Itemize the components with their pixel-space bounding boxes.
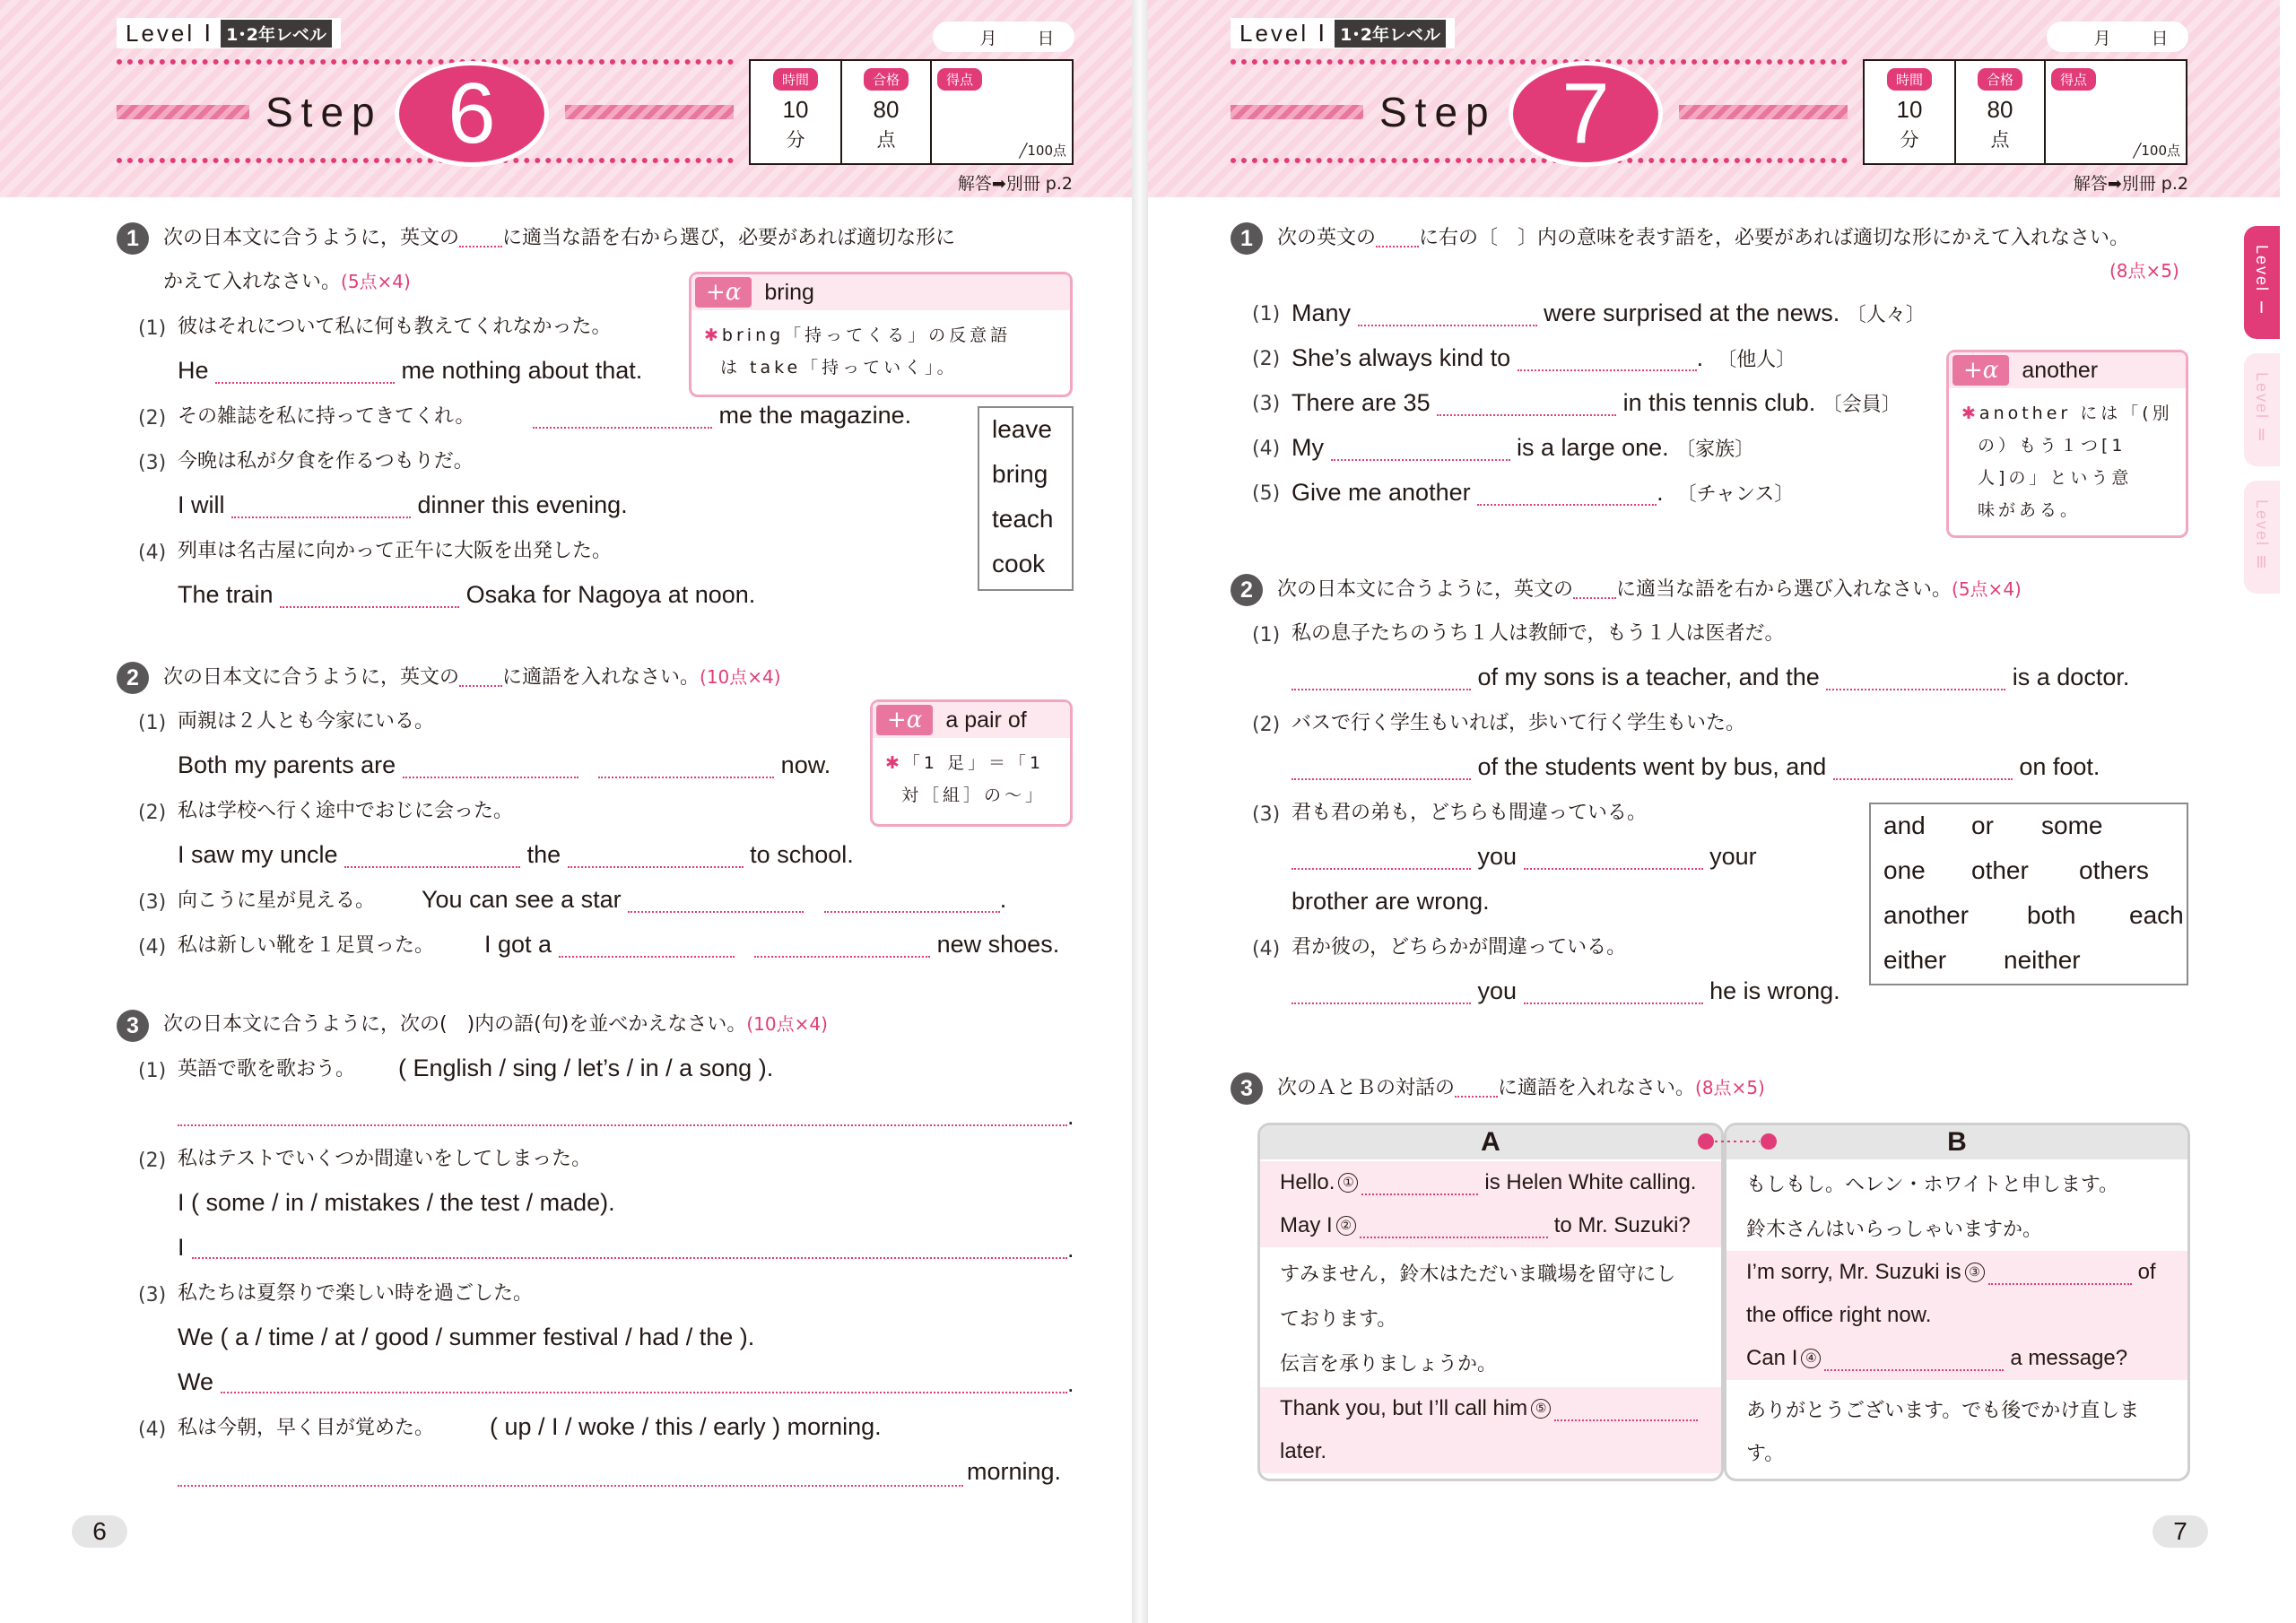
instruction: 次の日本文に合うように，英文の に適当な語を右から選び，必要があれば適切な形に [163,227,956,249]
answer-blank[interactable] [1554,1396,1698,1421]
japanese-sentence: 私は今朝，早く目が覚めた。 [178,1417,435,1439]
answer-line[interactable] [178,1485,963,1487]
tip-box: +α a pair of ✱「1 足」＝「1 対［組］の～」 [870,699,1073,827]
answer-blank[interactable] [598,753,774,778]
answer-blank[interactable] [1518,346,1697,371]
deco-dash [1231,59,1848,65]
answer-blank[interactable] [533,404,712,429]
word-option: leave [992,415,1052,443]
japanese-sentence: 列車は名古屋に向かって正午に大阪を出発した。 [178,540,613,562]
item-number: (2) [1252,348,1281,370]
answer-blank[interactable] [1826,665,2005,690]
japanese-sentence: 英語で歌を歌おう。 [178,1058,356,1081]
tip-box: +α bring ✱bring「持ってくる」の反意語 は take「持っていく」。 [689,272,1073,397]
english-sentence: Both my parents are now. [178,751,831,778]
dialogue-line: Hello. ① is Helen White calling. [1260,1161,1721,1204]
instruction: 次の日本文に合うように，英文の に適語を入れなさい。(10点×4) [163,666,781,689]
tip-box: +α another ✱another には「(別 の）もう１つ[1 人]の」という意 味がある。 [1946,350,2188,538]
item-number: (4) [138,1419,167,1441]
item-number: (2) [138,407,167,430]
japanese-sentence: 私たちは夏祭りで楽しい時を過ごした。 [178,1282,534,1305]
dialogue-line: もしもし。ヘレン・ホワイトと申します。 [1746,1173,2119,1196]
answer-blank[interactable] [1358,301,1537,326]
answer-blank[interactable] [215,359,395,384]
item-number: (3) [138,891,167,914]
english-sentence: of my sons is a teacher, and the is a doctor. [1292,665,2129,690]
japanese-sentence: 両親は２人とも今家にいる。 [178,710,435,733]
pass-cell: 合格 80 点 [842,61,932,163]
item-number: (3) [138,1284,167,1306]
step-number: 6 [395,61,549,167]
question-number: 3 [1231,1072,1263,1105]
tab-level-3[interactable]: Level Ⅲ [2244,481,2280,594]
english-sentence: I will dinner this evening. [178,491,628,518]
plus-alpha-badge: +α [695,277,752,308]
score-box [749,59,1074,165]
date-field[interactable]: 月 日 [933,22,1074,52]
level-label: Level Ⅰ 1･2年レベル [117,18,341,48]
item-number: (1) [138,317,167,340]
japanese-sentence: その雑誌を私に持ってきてくれ。 [178,405,475,428]
english-sentence: of the students went by bus, and on foot. [1292,755,2100,780]
answer-blank[interactable] [1824,1346,2004,1371]
tab-level-1[interactable]: Level Ⅰ [2244,226,2280,339]
english-sentence: He me nothing about that. [178,357,643,384]
answer-blank[interactable] [280,583,459,608]
item-number: (2) [138,1150,167,1172]
word-option: teach [992,505,1054,533]
page-number: 6 [72,1515,127,1548]
answer-blank[interactable] [824,888,1000,913]
japanese-sentence: 私はテストでいくつか間違いをしてしまった。 [178,1148,592,1170]
word-option: bring [992,460,1048,488]
japanese-sentence: 私は学校へ行く途中でおじに会った。 [178,800,514,822]
answer-blank[interactable] [403,753,578,778]
japanese-sentence: 君も君の弟も，どちらも間違っている。 [1292,802,1648,824]
level-label: Level Ⅰ 1･2年レベル [1231,18,1455,48]
instruction: かえて入れなさい。(5点×4) [163,271,411,293]
word-bank [1869,803,2188,985]
word-option: others [2079,856,2149,884]
word-list: ( up / I / woke / this / early ) morning. [490,1413,882,1440]
tab-level-2[interactable]: Level Ⅱ [2244,353,2280,466]
item-number: (3) [1252,393,1281,415]
english-sentence: I saw my uncle the to school. [178,841,854,868]
dialogue-box [1257,1123,2190,1481]
word-bank [978,406,1074,591]
answer-blank[interactable] [1360,1213,1548,1238]
speaker-b-label: B [1726,1125,2187,1159]
japanese-sentence: 私の息子たちのうち１人は教師で，もう１人は医者だ。 [1292,622,1785,645]
answer-blank[interactable] [1292,755,1471,780]
question-number: 1 [1231,222,1263,255]
item-number: (1) [138,712,167,734]
page-number: 7 [2152,1515,2208,1548]
word-option: other [1971,856,2029,884]
answer-blank[interactable] [1292,845,1471,870]
instruction: 次の日本文に合うように，次の( )内の語(句)を並べかえなさい。(10点×4) [163,1013,828,1036]
japanese-sentence: 私は新しい靴を１足買った。 [178,934,435,957]
english-sentence: Give me another . 〔チャンス〕 [1292,479,1795,506]
plus-alpha-badge: +α [1952,355,2009,386]
left-page: Level Ⅰ 1･2年レベル 月 日 Step 6 時間 10 分 合格 80 点 得点 ╱100点 解答➡別冊 p.2 1 次の日本文に合うように，英文の に適当な語を右から選び，必要があれば適切な形に かえて入れなさい。(5点×4) (1) 彼はそれについて私に何も教えてくれなかった。 He me nothing about that. (2) その雑誌を私に持ってきてくれ。 me the magazine. (3) 今晩は私が夕食を作るつもりだ。 I will dinner this evening. (4) 列車は名古屋に向かって正午に大阪を出発した。 The train Osaka for Nagoya at noon. +α bring ✱bring「持ってくる」の反意語 は take「持っていく」。 leave bring teach cook 2 次の日本文に合うように，英文の に適語を入れなさい。(10点×4) (1) 両親は２人とも今家にいる。 Both my parents are now. (2) 私は学校へ行く途中でおじに会った。 I saw my uncle the to school. (3) 向こうに星が見える。 You can see a star . (4) 私は新しい靴を１足買った。 I got a new shoes. +α a pair of ✱「1 足」＝「1 対［組］の～」 3 次の日本文に合うように，次の( )内の語(句)を並べかえなさい。(10点×4) (1) 英語で歌を歌おう。 ( English / sing / let’s / in / a song ). . (2) 私はテストでいくつか間違いをしてしまった。 I ( some / in / mistakes / the test / made). I . (3) 私たちは夏祭りで楽しい時を過ごした。 We ( a / time / at / good / summer festival / had / the ). We . (4) 私は今朝，早く目が覚めた。 ( up / I / woke / this / early ) morning. morning. 6 [0,0,1132,1623]
word-option: each [2129,901,2184,929]
word-option: some [2041,812,2103,839]
item-number: (5) [1252,482,1281,505]
instruction: 次の英文の に右の〔 〕内の意味を表す語を，必要があれば適切な形にかえて入れなさい。 [1277,227,2130,249]
dialogue-line: す。 [1746,1442,1785,1465]
time-cell: 時間 10 分 [751,61,842,163]
dialogue-line: ております。 [1280,1307,1397,1331]
item-number: (2) [138,802,167,824]
step-label: Step [265,89,383,135]
item-number: (3) [1252,803,1281,826]
answer-line[interactable] [221,1392,1067,1393]
answer-blank[interactable] [1331,436,1510,461]
deco-dash [117,158,734,163]
dialogue-line: I’m sorry, Mr. Suzuki is ③ of [1726,1251,2187,1294]
time-cell: 時間 10 分 [1865,61,1956,163]
date-field[interactable]: 月 日 [2047,22,2188,52]
japanese-sentence: 向こうに星が見える。 [178,890,376,912]
word-option: both [2027,901,2076,929]
answer-blank[interactable] [1524,845,1703,870]
dialogue-line: 伝言を承りましょうか。 [1280,1352,1498,1376]
dialogue-line: May I ② to Mr. Suzuki? [1260,1204,1721,1247]
deco-dash [1231,158,1848,163]
answer-blank[interactable] [1361,1170,1478,1195]
item-number: (1) [138,1060,167,1082]
word-list: We ( a / time / at / good / summer festival / had / the ). [178,1324,755,1350]
level-badge: 1･2年レベル [221,20,332,48]
connector-icon [1697,1128,1778,1155]
level-badge: 1･2年レベル [1335,20,1446,48]
score-cell[interactable]: 得点 ╱100点 [932,61,1072,163]
english-sentence: I got a new shoes. [484,931,1060,958]
word-option: one [1883,856,1926,884]
answer-blank[interactable] [568,843,744,868]
word-option: either [1883,946,1947,974]
dialogue-line: ありがとうございます。でも後でかけ直しま [1746,1399,2140,1422]
asterisk-icon: ✱ [1961,404,1979,423]
instruction: 次のＡとＢの対話の に適語を入れなさい。(8点×5) [1277,1077,1765,1099]
english-sentence: Many were surprised at the news. 〔人々〕 [1292,299,1926,326]
dialogue-line: Thank you, but I’ll call him ⑤ [1260,1387,1721,1430]
item-number: (4) [138,542,167,564]
item-number: (4) [138,936,167,959]
item-number: (4) [1252,938,1281,960]
answer-blank[interactable] [1988,1260,2132,1285]
asterisk-icon: ✱ [885,753,903,773]
japanese-sentence: 彼はそれについて私に何も教えてくれなかった。 [178,316,612,338]
english-sentence: you he is wrong. [1292,979,1840,1004]
dialogue-line: later. [1260,1430,1721,1473]
answer-blank[interactable] [1524,979,1703,1004]
question-number: 2 [117,662,149,694]
word-option: and [1883,812,1926,839]
word-option: or [1971,812,1994,839]
answer-blank[interactable] [1292,665,1471,690]
question-number: 2 [1231,574,1263,606]
answer-line[interactable] [178,1124,1067,1126]
answer-blank[interactable] [628,888,804,913]
item-number: (2) [1252,714,1281,736]
book-gutter [1132,0,1148,1623]
word-option: neither [2004,946,2081,974]
plus-alpha-badge: +α [876,705,933,735]
score-box [1863,59,2187,165]
english-sentence: You can see a star . [422,886,1007,913]
english-sentence: you your [1292,845,1757,870]
english-sentence: There are 35 in this tennis club. 〔会員〕 [1292,389,1901,416]
answer-blank[interactable] [344,843,520,868]
asterisk-icon: ✱ [704,325,722,345]
english-sentence: My is a large one. 〔家族〕 [1292,434,1755,461]
speaker-a-label: A [1260,1125,1721,1159]
instruction: 次の日本文に合うように，英文の に適当な語を右から選び入れなさい。(5点×4) [1277,578,2022,601]
word-option: another [1883,901,1969,929]
answer-blank[interactable] [1833,755,2013,780]
question-number: 1 [117,222,149,255]
japanese-sentence: 君か彼の，どちらかが間違っている。 [1292,936,1627,959]
word-list: I ( some / in / mistakes / the test / made). [178,1189,615,1216]
dialogue-column-a [1257,1123,1724,1481]
deco-stripe [565,105,734,119]
japanese-sentence: バスで行く学生もいれば，歩いて行く学生もいた。 [1292,712,1746,734]
dialogue-line: 鈴木さんはいらっしゃいますか。 [1746,1218,2043,1241]
answer-blank[interactable] [754,933,930,958]
dialogue-column-b [1724,1123,2190,1481]
answer-blank[interactable] [231,493,411,518]
deco-stripe [1679,105,1848,119]
dialogue-line: the office right now. [1726,1294,2187,1337]
right-page: Level Ⅰ 1･2年レベル 月 日 Step 7 時間 10 分 合格 80 点 得点 ╱100点 解答➡別冊 p.2 Level Ⅰ Level Ⅱ Level Ⅲ 1 次の英文の に右の〔 〕内の意味を表す語を，必要があれば適切な形にかえて入れなさい。 (8点×5) (1) Many were surprised at the news. 〔人々〕 (2) She’s always kind to . 〔他人〕 (3) There are 35 in this tennis club. 〔会員〕 (4) My is a large one. 〔家族〕 (5) Give me another . 〔チャンス〕 +α another ✱another には「(別 の）もう１つ[1 人]の」という意 味がある。 2 次の日本文に合うように，英文の に適当な語を右から選び入れなさい。(5点×4) (1) 私の息子たちのうち１人は教師で，もう１人は医者だ。 of my sons is a teacher, and the is a doctor. (2) バスで行く学生もいれば，歩いて行く学生もいた。 of the students went by bus, and on foot. (3) 君も君の弟も，どちらも間違っている。 you your brother are wrong. (4) 君か彼の，どちらかが間違っている。 you he is wrong. and or some one other others another both each either neither 3 次のＡとＢの対話の に適語を入れなさい。(8点×5) A Hello. ① is Helen White calling. May I ② to Mr. Suzuki? すみません，鈴木はただいま職場を留守にし ております。 伝言を承りましょうか。 Thank you, but I’ll call him ⑤ later. B もしもし。ヘレン・ホワイトと申します。 鈴木さんはいらっしゃいますか。 I’m sorry, Mr. Suzuki is ③ of the office right now. Can I ④ a message? ありがとうございます。でも後でかけ直しま す。 7 [1148,0,2280,1623]
question-number: 3 [117,1010,149,1042]
score-cell[interactable]: 得点 ╱100点 [2046,61,2186,163]
english-sentence: me the magazine. [533,404,911,429]
answer-blank[interactable] [1292,979,1471,1004]
step-label: Step [1379,89,1497,135]
answer-line[interactable] [192,1257,1067,1259]
deco-stripe [1231,105,1363,119]
english-sentence: She’s always kind to . 〔他人〕 [1292,344,1796,371]
item-number: (1) [1252,303,1281,325]
answer-reference: 解答➡別冊 p.2 [2073,174,2188,194]
item-number: (3) [138,452,167,474]
deco-dash [117,59,734,65]
word-list: ( English / sing / let’s / in / a song ). [398,1055,774,1081]
deco-stripe [117,105,249,119]
answer-blank[interactable] [559,933,735,958]
dialogue-line: Can I ④ a message? [1726,1337,2187,1380]
word-option: cook [992,550,1046,577]
dialogue-line: すみません，鈴木はただいま職場を留守にし [1280,1263,1676,1286]
answer-reference: 解答➡別冊 p.2 [957,174,1073,194]
item-number: (4) [1252,438,1281,460]
japanese-sentence: 今晩は私が夕食を作るつもりだ。 [178,450,474,473]
item-number: (1) [1252,624,1281,647]
pass-cell: 合格 80 点 [1956,61,2046,163]
step-number: 7 [1509,61,1663,167]
answer-blank[interactable] [1477,481,1657,506]
english-sentence: The train Osaka for Nagoya at noon. [178,581,756,608]
answer-blank[interactable] [1437,391,1616,416]
